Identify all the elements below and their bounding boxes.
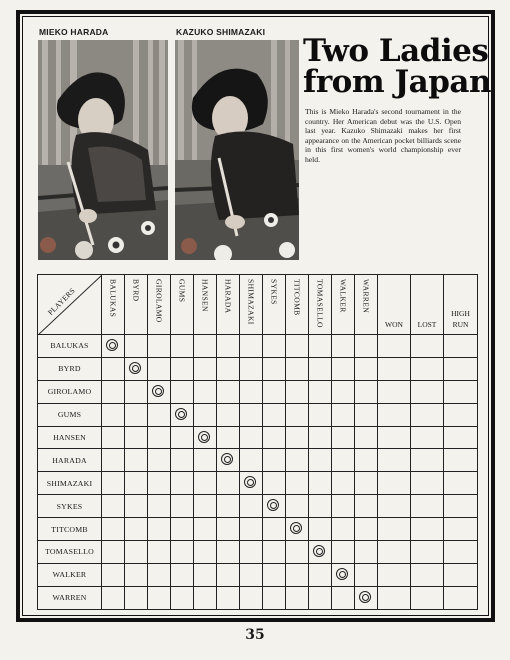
score-cell xyxy=(286,380,309,403)
score-cell xyxy=(240,586,263,609)
score-cell xyxy=(148,518,171,541)
score-cell xyxy=(217,472,240,495)
self-match-cell xyxy=(309,541,332,564)
score-cell xyxy=(263,586,286,609)
table-row xyxy=(38,541,478,564)
score-cell xyxy=(125,586,148,609)
score-cell xyxy=(194,357,217,380)
score-cell xyxy=(332,472,355,495)
score-cell xyxy=(125,518,148,541)
score-cell xyxy=(148,449,171,472)
score-cell xyxy=(194,518,217,541)
table-row xyxy=(38,426,478,449)
score-cell xyxy=(194,380,217,403)
score-cell xyxy=(263,426,286,449)
lost-cell xyxy=(411,563,444,586)
scoreboard-body xyxy=(38,335,478,610)
circle-mark-icon xyxy=(152,385,164,397)
won-cell xyxy=(378,472,411,495)
score-cell xyxy=(263,403,286,426)
score-cell xyxy=(194,449,217,472)
score-cell xyxy=(263,541,286,564)
lost-cell xyxy=(411,495,444,518)
lost-cell xyxy=(411,541,444,564)
score-cell xyxy=(217,541,240,564)
score-cell xyxy=(263,449,286,472)
circle-mark-icon xyxy=(175,408,187,420)
circle-mark-icon xyxy=(267,499,279,511)
score-cell xyxy=(194,472,217,495)
table-row xyxy=(38,586,478,609)
score-cell xyxy=(332,380,355,403)
circle-mark-icon xyxy=(290,522,302,534)
high-run-cell xyxy=(444,563,478,586)
players-header-cell xyxy=(38,275,102,335)
score-cell xyxy=(332,541,355,564)
high-run-cell xyxy=(444,541,478,564)
score-cell xyxy=(125,563,148,586)
self-match-cell xyxy=(194,426,217,449)
score-cell xyxy=(102,403,125,426)
score-cell xyxy=(171,518,194,541)
self-match-cell xyxy=(217,449,240,472)
high-run-cell xyxy=(444,449,478,472)
score-cell xyxy=(171,335,194,358)
score-cell xyxy=(240,380,263,403)
player-name-cell: SYKES xyxy=(38,495,102,518)
score-cell xyxy=(194,586,217,609)
score-cell xyxy=(240,563,263,586)
players-header-label: PLAYERS xyxy=(45,286,77,317)
score-cell xyxy=(263,518,286,541)
score-cell xyxy=(240,403,263,426)
score-cell xyxy=(355,518,378,541)
table-row xyxy=(38,518,478,541)
score-cell xyxy=(217,380,240,403)
round-robin-scoreboard xyxy=(37,274,478,610)
score-cell xyxy=(102,472,125,495)
column-header-tomasello: TOMASELLO xyxy=(309,275,332,335)
circle-mark-icon xyxy=(336,568,348,580)
score-cell xyxy=(286,495,309,518)
score-cell xyxy=(217,586,240,609)
score-cell xyxy=(194,335,217,358)
lost-cell xyxy=(411,472,444,495)
lost-cell xyxy=(411,357,444,380)
lost-cell xyxy=(411,403,444,426)
column-header-warren: WARREN xyxy=(355,275,378,335)
score-cell xyxy=(286,357,309,380)
table-row xyxy=(38,335,478,358)
column-header-sykes: SYKES xyxy=(263,275,286,335)
score-cell xyxy=(148,426,171,449)
lost-cell xyxy=(411,586,444,609)
score-cell xyxy=(171,472,194,495)
score-cell xyxy=(355,403,378,426)
score-cell xyxy=(148,541,171,564)
lost-cell xyxy=(411,335,444,358)
score-cell xyxy=(217,357,240,380)
score-cell xyxy=(355,472,378,495)
won-header: WON xyxy=(378,275,411,335)
score-cell xyxy=(194,563,217,586)
score-cell xyxy=(240,541,263,564)
score-cell xyxy=(332,403,355,426)
score-cell xyxy=(309,586,332,609)
self-match-cell xyxy=(148,380,171,403)
table-row xyxy=(38,403,478,426)
score-cell xyxy=(332,357,355,380)
score-cell xyxy=(148,495,171,518)
won-cell xyxy=(378,403,411,426)
self-match-cell xyxy=(171,403,194,426)
score-cell xyxy=(125,403,148,426)
score-cell xyxy=(148,357,171,380)
score-cell xyxy=(263,335,286,358)
score-cell xyxy=(240,449,263,472)
score-cell xyxy=(332,449,355,472)
table-row xyxy=(38,449,478,472)
score-cell xyxy=(309,357,332,380)
player-name-cell: WALKER xyxy=(38,563,102,586)
score-cell xyxy=(332,586,355,609)
score-cell xyxy=(217,495,240,518)
score-cell xyxy=(309,426,332,449)
won-cell xyxy=(378,541,411,564)
score-cell xyxy=(125,380,148,403)
score-cell xyxy=(286,586,309,609)
score-cell xyxy=(102,449,125,472)
score-cell xyxy=(217,563,240,586)
player-name-cell: BYRD xyxy=(38,357,102,380)
score-cell xyxy=(309,518,332,541)
high-run-cell xyxy=(444,403,478,426)
circle-mark-icon xyxy=(359,591,371,603)
high-run-cell xyxy=(444,380,478,403)
won-cell xyxy=(378,449,411,472)
score-cell xyxy=(102,541,125,564)
score-cell xyxy=(148,403,171,426)
won-cell xyxy=(378,426,411,449)
high-run-header: HIGH RUN xyxy=(444,275,478,335)
player-name-cell: TOMASELLO xyxy=(38,541,102,564)
lost-cell xyxy=(411,426,444,449)
page-number: 35 xyxy=(245,627,265,643)
score-cell xyxy=(217,335,240,358)
score-cell xyxy=(355,563,378,586)
score-cell xyxy=(125,449,148,472)
score-cell xyxy=(102,380,125,403)
lost-cell xyxy=(411,518,444,541)
won-cell xyxy=(378,335,411,358)
score-cell xyxy=(240,518,263,541)
high-run-cell xyxy=(444,357,478,380)
score-cell xyxy=(286,426,309,449)
high-run-cell xyxy=(444,495,478,518)
player-name-cell: SHIMAZAKI xyxy=(38,472,102,495)
player-name-cell: HANSEN xyxy=(38,426,102,449)
column-header-gums: GUMS xyxy=(171,275,194,335)
photo-kazuko-shimazaki xyxy=(175,40,299,260)
score-cell xyxy=(171,449,194,472)
score-cell xyxy=(217,518,240,541)
high-run-cell xyxy=(444,426,478,449)
table-row xyxy=(38,380,478,403)
circle-mark-icon xyxy=(221,453,233,465)
score-cell xyxy=(263,380,286,403)
score-cell xyxy=(355,426,378,449)
self-match-cell xyxy=(240,472,263,495)
self-match-cell xyxy=(332,563,355,586)
intro-paragraph: This is Mieko Harada's second tournament in the country. Her American debut was the U.S. Open last year. Kazuko Shimazaki makes her first appearance on the American pocket billiards scene in this first women's world championship ever held. xyxy=(305,107,461,164)
score-cell xyxy=(309,495,332,518)
score-cell xyxy=(309,335,332,358)
column-header-shimazaki: SHIMAZAKI xyxy=(240,275,263,335)
score-cell xyxy=(102,357,125,380)
score-cell xyxy=(332,426,355,449)
score-cell xyxy=(332,518,355,541)
score-cell xyxy=(217,426,240,449)
lost-header: LOST xyxy=(411,275,444,335)
circle-mark-icon xyxy=(198,431,210,443)
score-cell xyxy=(217,403,240,426)
score-cell xyxy=(286,335,309,358)
score-cell xyxy=(309,403,332,426)
score-cell xyxy=(355,495,378,518)
score-cell xyxy=(240,426,263,449)
self-match-cell xyxy=(125,357,148,380)
player-name-cell: TITCOMB xyxy=(38,518,102,541)
won-cell xyxy=(378,380,411,403)
score-cell xyxy=(125,495,148,518)
score-cell xyxy=(309,563,332,586)
lost-cell xyxy=(411,449,444,472)
player-name-cell: GUMS xyxy=(38,403,102,426)
table-row xyxy=(38,357,478,380)
self-match-cell xyxy=(102,335,125,358)
score-cell xyxy=(263,472,286,495)
column-header-byrd: BYRD xyxy=(125,275,148,335)
score-cell xyxy=(102,495,125,518)
column-header-balukas: BALUKAS xyxy=(102,275,125,335)
won-cell xyxy=(378,518,411,541)
score-cell xyxy=(286,541,309,564)
self-match-cell xyxy=(286,518,309,541)
score-cell xyxy=(194,541,217,564)
score-cell xyxy=(263,563,286,586)
high-run-cell xyxy=(444,586,478,609)
high-run-cell xyxy=(444,472,478,495)
table-row xyxy=(38,472,478,495)
circle-mark-icon xyxy=(244,476,256,488)
score-cell xyxy=(194,495,217,518)
column-header-harada: HARADA xyxy=(217,275,240,335)
score-cell xyxy=(148,563,171,586)
self-match-cell xyxy=(263,495,286,518)
table-row xyxy=(38,495,478,518)
score-cell xyxy=(240,335,263,358)
player-name-cell: HARADA xyxy=(38,449,102,472)
score-cell xyxy=(171,357,194,380)
score-cell xyxy=(125,472,148,495)
score-cell xyxy=(102,518,125,541)
score-cell xyxy=(309,449,332,472)
circle-mark-icon xyxy=(129,362,141,374)
caption-mieko-harada: MIEKO HARADA xyxy=(39,27,109,37)
score-cell xyxy=(263,357,286,380)
circle-mark-icon xyxy=(106,339,118,351)
score-cell xyxy=(125,335,148,358)
score-cell xyxy=(355,380,378,403)
high-run-cell xyxy=(444,335,478,358)
score-cell xyxy=(125,541,148,564)
score-cell xyxy=(102,586,125,609)
column-header-walker: WALKER xyxy=(332,275,355,335)
score-cell xyxy=(148,586,171,609)
won-cell xyxy=(378,495,411,518)
headline-line-2: from Japan xyxy=(303,64,491,100)
score-cell xyxy=(332,495,355,518)
lost-cell xyxy=(411,380,444,403)
score-cell xyxy=(148,335,171,358)
score-cell xyxy=(102,426,125,449)
score-cell xyxy=(194,403,217,426)
score-cell xyxy=(332,335,355,358)
score-cell xyxy=(148,472,171,495)
score-cell xyxy=(171,586,194,609)
score-cell xyxy=(286,472,309,495)
score-cell xyxy=(240,495,263,518)
score-cell xyxy=(171,495,194,518)
score-cell xyxy=(240,357,263,380)
won-cell xyxy=(378,586,411,609)
headline-line-1: Two Ladies xyxy=(303,33,489,69)
score-cell xyxy=(171,563,194,586)
score-cell xyxy=(286,563,309,586)
score-cell xyxy=(309,472,332,495)
score-cell xyxy=(102,563,125,586)
score-cell xyxy=(171,380,194,403)
score-cell xyxy=(355,335,378,358)
column-header-hansen: HANSEN xyxy=(194,275,217,335)
score-cell xyxy=(125,426,148,449)
headline xyxy=(303,33,491,100)
won-cell xyxy=(378,357,411,380)
score-cell xyxy=(309,380,332,403)
score-cell xyxy=(286,449,309,472)
column-header-titcomb: TITCOMB xyxy=(286,275,309,335)
self-match-cell xyxy=(355,586,378,609)
score-cell xyxy=(355,541,378,564)
caption-kazuko-shimazaki: KAZUKO SHIMAZAKI xyxy=(176,27,266,37)
high-run-cell xyxy=(444,518,478,541)
scoreboard-header-row xyxy=(38,275,478,335)
column-header-girolamo: GIROLAMO xyxy=(148,275,171,335)
table-row xyxy=(38,563,478,586)
score-cell xyxy=(355,449,378,472)
photo-mieko-harada xyxy=(38,40,168,260)
player-name-cell: WARREN xyxy=(38,586,102,609)
circle-mark-icon xyxy=(313,545,325,557)
score-cell xyxy=(355,357,378,380)
won-cell xyxy=(378,563,411,586)
player-name-cell: BALUKAS xyxy=(38,335,102,358)
player-name-cell: GIROLAMO xyxy=(38,380,102,403)
diagonal-divider xyxy=(38,275,102,335)
score-cell xyxy=(286,403,309,426)
score-cell xyxy=(171,426,194,449)
score-cell xyxy=(171,541,194,564)
